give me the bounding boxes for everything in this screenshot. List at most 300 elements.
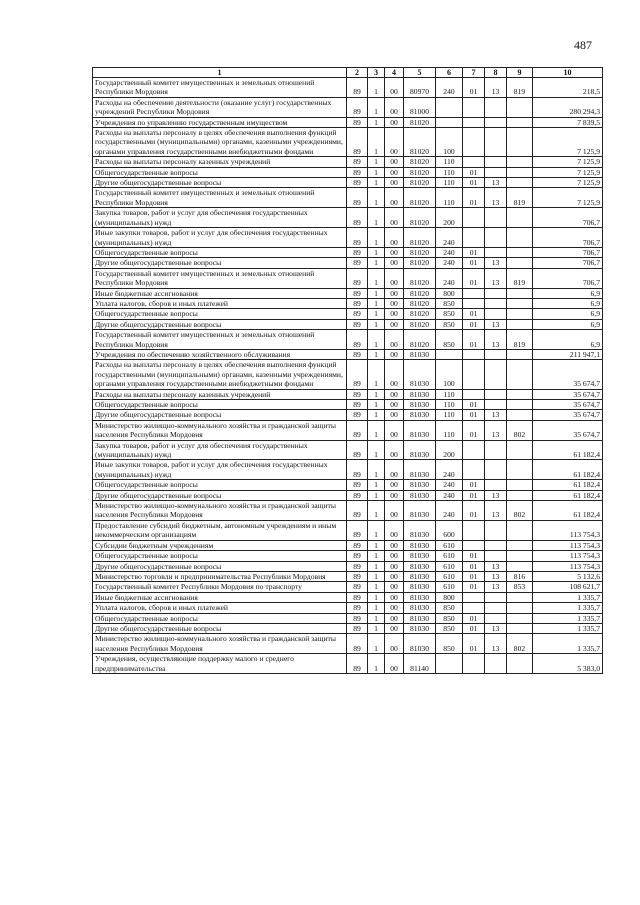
row-col9-cell bbox=[507, 551, 533, 561]
row-amount-cell: 61 182,4 bbox=[533, 440, 603, 460]
row-col5-cell: 81020 bbox=[404, 117, 436, 127]
row-col9-cell: 819 bbox=[507, 268, 533, 288]
row-col5-cell: 81020 bbox=[404, 167, 436, 177]
row-col3-cell: 1 bbox=[368, 157, 385, 167]
row-col5-cell: 81030 bbox=[404, 520, 436, 540]
row-col4-cell: 00 bbox=[385, 228, 404, 248]
row-name-cell: Уплата налогов, сборов и иных платежей bbox=[93, 298, 347, 308]
row-col4-cell: 00 bbox=[385, 460, 404, 480]
row-col7-cell: 01 bbox=[463, 571, 485, 581]
table-row bbox=[93, 319, 603, 329]
row-col3-cell: 1 bbox=[368, 623, 385, 633]
table-row bbox=[93, 157, 603, 167]
row-col7-cell: 01 bbox=[463, 420, 485, 440]
row-col8-cell bbox=[485, 228, 507, 248]
row-col7-cell: 01 bbox=[463, 309, 485, 319]
row-col4-cell: 00 bbox=[385, 654, 404, 674]
row-col8-cell bbox=[485, 97, 507, 117]
row-col4-cell: 00 bbox=[385, 490, 404, 500]
row-col3-cell: 1 bbox=[368, 208, 385, 228]
header-col-6: 6 bbox=[436, 68, 463, 78]
row-col4-cell: 00 bbox=[385, 258, 404, 268]
row-col8-cell bbox=[485, 298, 507, 308]
row-col5-cell: 81020 bbox=[404, 247, 436, 257]
row-col7-cell: 01 bbox=[463, 501, 485, 521]
row-col5-cell: 81020 bbox=[404, 157, 436, 167]
row-col7-cell: 01 bbox=[463, 613, 485, 623]
row-col5-cell: 81020 bbox=[404, 228, 436, 248]
row-col7-cell bbox=[463, 360, 485, 389]
row-col2-cell: 89 bbox=[347, 520, 368, 540]
table-row bbox=[93, 592, 603, 602]
row-name-cell: Другие общегосударственные вопросы bbox=[93, 561, 347, 571]
row-col8-cell: 13 bbox=[485, 571, 507, 581]
header-col-2: 2 bbox=[347, 68, 368, 78]
row-col2-cell: 89 bbox=[347, 298, 368, 308]
row-col2-cell: 89 bbox=[347, 268, 368, 288]
row-col2-cell: 89 bbox=[347, 571, 368, 581]
row-name-cell: Расходы на выплаты персоналу казенных учреждений bbox=[93, 157, 347, 167]
row-name-cell: Общегосударственные вопросы bbox=[93, 309, 347, 319]
row-col8-cell: 13 bbox=[485, 582, 507, 592]
row-col5-cell: 81140 bbox=[404, 654, 436, 674]
table-row bbox=[93, 613, 603, 623]
row-col2-cell: 89 bbox=[347, 603, 368, 613]
row-col8-cell bbox=[485, 247, 507, 257]
row-amount-cell: 1 335,7 bbox=[533, 634, 603, 654]
row-col8-cell bbox=[485, 288, 507, 298]
row-col3-cell: 1 bbox=[368, 501, 385, 521]
row-col4-cell: 00 bbox=[385, 634, 404, 654]
row-col2-cell: 89 bbox=[347, 309, 368, 319]
row-col3-cell: 1 bbox=[368, 258, 385, 268]
row-col5-cell: 81020 bbox=[404, 128, 436, 157]
row-col7-cell bbox=[463, 298, 485, 308]
row-amount-cell: 7 125,9 bbox=[533, 157, 603, 167]
row-col2-cell: 89 bbox=[347, 551, 368, 561]
row-name-cell: Закупка товаров, работ и услуг для обеспечения государственных (муниципальных) нужд bbox=[93, 440, 347, 460]
row-col6-cell: 850 bbox=[436, 603, 463, 613]
row-amount-cell: 35 674,7 bbox=[533, 389, 603, 399]
row-col5-cell: 81030 bbox=[404, 410, 436, 420]
row-col4-cell: 00 bbox=[385, 410, 404, 420]
row-col7-cell: 01 bbox=[463, 561, 485, 571]
row-col6-cell: 240 bbox=[436, 258, 463, 268]
row-col6-cell: 850 bbox=[436, 319, 463, 329]
row-name-cell: Закупка товаров, работ и услуг для обеспечения государственных (муниципальных) нужд bbox=[93, 208, 347, 228]
table-row bbox=[93, 78, 603, 98]
row-col7-cell: 01 bbox=[463, 268, 485, 288]
row-col4-cell: 00 bbox=[385, 298, 404, 308]
row-col8-cell: 13 bbox=[485, 490, 507, 500]
row-col7-cell bbox=[463, 440, 485, 460]
row-name-cell: Другие общегосударственные вопросы bbox=[93, 258, 347, 268]
row-name-cell: Другие общегосударственные вопросы bbox=[93, 410, 347, 420]
table-header bbox=[93, 68, 603, 78]
row-amount-cell: 7 839,5 bbox=[533, 117, 603, 127]
row-col9-cell bbox=[507, 410, 533, 420]
row-amount-cell: 113 754,3 bbox=[533, 540, 603, 550]
row-col7-cell bbox=[463, 208, 485, 228]
row-col9-cell bbox=[507, 258, 533, 268]
row-amount-cell: 5 132,6 bbox=[533, 571, 603, 581]
row-col3-cell: 1 bbox=[368, 520, 385, 540]
row-col2-cell: 89 bbox=[347, 360, 368, 389]
row-col2-cell: 89 bbox=[347, 288, 368, 298]
table-row bbox=[93, 188, 603, 208]
row-col3-cell: 1 bbox=[368, 288, 385, 298]
row-col6-cell: 610 bbox=[436, 540, 463, 550]
table-row bbox=[93, 117, 603, 127]
row-col6-cell: 110 bbox=[436, 167, 463, 177]
header-col-7: 7 bbox=[463, 68, 485, 78]
row-col8-cell bbox=[485, 389, 507, 399]
row-col4-cell: 00 bbox=[385, 501, 404, 521]
header-col-8: 8 bbox=[485, 68, 507, 78]
table-row bbox=[93, 247, 603, 257]
row-name-cell: Другие общегосударственные вопросы bbox=[93, 319, 347, 329]
row-col8-cell: 13 bbox=[485, 178, 507, 188]
header-col-1: 1 bbox=[93, 68, 347, 78]
row-col8-cell bbox=[485, 592, 507, 602]
row-col6-cell: 200 bbox=[436, 440, 463, 460]
row-col5-cell: 81030 bbox=[404, 613, 436, 623]
table-row bbox=[93, 268, 603, 288]
row-col2-cell: 89 bbox=[347, 319, 368, 329]
row-amount-cell: 35 674,7 bbox=[533, 420, 603, 440]
row-col6-cell: 240 bbox=[436, 460, 463, 480]
row-name-cell: Другие общегосударственные вопросы bbox=[93, 623, 347, 633]
row-col7-cell: 01 bbox=[463, 634, 485, 654]
row-col5-cell: 81020 bbox=[404, 288, 436, 298]
row-amount-cell: 1 335,7 bbox=[533, 603, 603, 613]
row-col8-cell: 13 bbox=[485, 258, 507, 268]
row-col2-cell: 89 bbox=[347, 78, 368, 98]
row-name-cell: Министерство торговли и предпринимательства Республики Мордовия bbox=[93, 571, 347, 581]
row-col9-cell bbox=[507, 157, 533, 167]
row-col8-cell: 13 bbox=[485, 188, 507, 208]
row-col7-cell bbox=[463, 228, 485, 248]
row-col9-cell bbox=[507, 613, 533, 623]
row-col6-cell bbox=[436, 654, 463, 674]
row-col5-cell: 81020 bbox=[404, 268, 436, 288]
row-col3-cell: 1 bbox=[368, 613, 385, 623]
row-col2-cell: 89 bbox=[347, 389, 368, 399]
row-col2-cell: 89 bbox=[347, 128, 368, 157]
table-row bbox=[93, 400, 603, 410]
row-col4-cell: 00 bbox=[385, 117, 404, 127]
row-amount-cell: 5 383,0 bbox=[533, 654, 603, 674]
row-col3-cell: 1 bbox=[368, 360, 385, 389]
row-amount-cell: 1 335,7 bbox=[533, 613, 603, 623]
row-amount-cell: 1 335,7 bbox=[533, 623, 603, 633]
row-col9-cell bbox=[507, 360, 533, 389]
row-col9-cell: 819 bbox=[507, 188, 533, 208]
row-col9-cell bbox=[507, 208, 533, 228]
row-name-cell: Общегосударственные вопросы bbox=[93, 167, 347, 177]
row-col5-cell: 81020 bbox=[404, 258, 436, 268]
row-col9-cell bbox=[507, 349, 533, 359]
row-name-cell: Общегосударственные вопросы bbox=[93, 613, 347, 623]
row-col9-cell: 819 bbox=[507, 78, 533, 98]
row-amount-cell: 113 754,3 bbox=[533, 520, 603, 540]
row-col6-cell: 100 bbox=[436, 360, 463, 389]
row-col4-cell: 00 bbox=[385, 520, 404, 540]
row-col3-cell: 1 bbox=[368, 420, 385, 440]
row-col8-cell bbox=[485, 440, 507, 460]
row-col9-cell bbox=[507, 520, 533, 540]
row-col3-cell: 1 bbox=[368, 571, 385, 581]
row-col2-cell: 89 bbox=[347, 208, 368, 228]
row-name-cell: Государственный комитет имущественных и земельных отношений Республики Мордовия bbox=[93, 188, 347, 208]
table-row bbox=[93, 420, 603, 440]
row-col6-cell: 850 bbox=[436, 623, 463, 633]
row-amount-cell: 35 674,7 bbox=[533, 400, 603, 410]
row-col2-cell: 89 bbox=[347, 188, 368, 208]
row-col6-cell: 240 bbox=[436, 490, 463, 500]
table-row bbox=[93, 561, 603, 571]
row-col4-cell: 00 bbox=[385, 309, 404, 319]
header-col-3: 3 bbox=[368, 68, 385, 78]
row-col9-cell bbox=[507, 298, 533, 308]
row-col8-cell: 13 bbox=[485, 634, 507, 654]
row-col6-cell: 240 bbox=[436, 228, 463, 248]
row-col5-cell: 81030 bbox=[404, 389, 436, 399]
row-col7-cell: 01 bbox=[463, 410, 485, 420]
row-col5-cell: 81030 bbox=[404, 460, 436, 480]
row-col5-cell: 81000 bbox=[404, 97, 436, 117]
row-amount-cell: 113 754,3 bbox=[533, 561, 603, 571]
row-col9-cell bbox=[507, 460, 533, 480]
row-col5-cell: 81030 bbox=[404, 634, 436, 654]
row-name-cell: Учреждения по обеспечению хозяйственного обслуживания bbox=[93, 349, 347, 359]
row-col6-cell: 850 bbox=[436, 613, 463, 623]
row-name-cell: Государственный комитет имущественных и земельных отношений Республики Мордовия bbox=[93, 78, 347, 98]
row-col5-cell: 81030 bbox=[404, 480, 436, 490]
row-col5-cell: 81020 bbox=[404, 298, 436, 308]
row-col4-cell: 00 bbox=[385, 389, 404, 399]
table-row bbox=[93, 582, 603, 592]
row-col2-cell: 89 bbox=[347, 460, 368, 480]
row-col4-cell: 00 bbox=[385, 571, 404, 581]
row-col8-cell bbox=[485, 360, 507, 389]
row-col3-cell: 1 bbox=[368, 128, 385, 157]
row-col2-cell: 89 bbox=[347, 480, 368, 490]
row-col4-cell: 00 bbox=[385, 188, 404, 208]
row-col3-cell: 1 bbox=[368, 188, 385, 208]
row-name-cell: Уплата налогов, сборов и иных платежей bbox=[93, 603, 347, 613]
row-col4-cell: 00 bbox=[385, 157, 404, 167]
row-col6-cell: 850 bbox=[436, 298, 463, 308]
row-name-cell: Учреждения по управлению государственным имуществом bbox=[93, 117, 347, 127]
row-col2-cell: 89 bbox=[347, 117, 368, 127]
row-col9-cell: 802 bbox=[507, 634, 533, 654]
table-row bbox=[93, 490, 603, 500]
row-col5-cell: 81030 bbox=[404, 440, 436, 460]
row-col9-cell bbox=[507, 592, 533, 602]
row-col2-cell: 89 bbox=[347, 582, 368, 592]
row-col3-cell: 1 bbox=[368, 298, 385, 308]
row-col4-cell: 00 bbox=[385, 582, 404, 592]
row-amount-cell: 280 294,3 bbox=[533, 97, 603, 117]
row-col9-cell: 802 bbox=[507, 420, 533, 440]
row-col8-cell: 13 bbox=[485, 501, 507, 521]
table-row bbox=[93, 623, 603, 633]
row-col9-cell bbox=[507, 288, 533, 298]
row-name-cell: Министерство жилищно-коммунального хозяйства и гражданской защиты населения Республики Мордовия bbox=[93, 420, 347, 440]
row-col7-cell: 01 bbox=[463, 490, 485, 500]
row-col7-cell: 01 bbox=[463, 480, 485, 490]
row-col9-cell bbox=[507, 167, 533, 177]
row-col6-cell: 800 bbox=[436, 592, 463, 602]
row-amount-cell: 35 674,7 bbox=[533, 410, 603, 420]
row-col2-cell: 89 bbox=[347, 420, 368, 440]
row-amount-cell: 7 125,9 bbox=[533, 178, 603, 188]
row-amount-cell: 706,7 bbox=[533, 247, 603, 257]
row-col8-cell bbox=[485, 117, 507, 127]
row-col8-cell bbox=[485, 654, 507, 674]
row-col4-cell: 00 bbox=[385, 551, 404, 561]
table-row bbox=[93, 360, 603, 389]
row-col5-cell: 81020 bbox=[404, 309, 436, 319]
row-col7-cell bbox=[463, 460, 485, 480]
row-col7-cell: 01 bbox=[463, 319, 485, 329]
row-col4-cell: 00 bbox=[385, 247, 404, 257]
row-col7-cell bbox=[463, 603, 485, 613]
row-amount-cell: 1 335,7 bbox=[533, 592, 603, 602]
row-col2-cell: 89 bbox=[347, 349, 368, 359]
header-col-9: 9 bbox=[507, 68, 533, 78]
row-col7-cell: 01 bbox=[463, 400, 485, 410]
row-col9-cell: 816 bbox=[507, 571, 533, 581]
table-row bbox=[93, 258, 603, 268]
row-name-cell: Иные бюджетные ассигнования bbox=[93, 288, 347, 298]
row-col7-cell bbox=[463, 157, 485, 167]
row-col4-cell: 00 bbox=[385, 360, 404, 389]
row-col4-cell: 00 bbox=[385, 349, 404, 359]
row-col2-cell: 89 bbox=[347, 228, 368, 248]
row-col9-cell bbox=[507, 319, 533, 329]
row-col5-cell: 81030 bbox=[404, 490, 436, 500]
row-col2-cell: 89 bbox=[347, 613, 368, 623]
row-name-cell: Расходы на выплаты персоналу в целях обеспечения выполнения функций государственными (муниципальными) органами, казенными учреждениями, органами управления государственными внебюджетными фондами bbox=[93, 360, 347, 389]
row-col3-cell: 1 bbox=[368, 460, 385, 480]
row-col4-cell: 00 bbox=[385, 78, 404, 98]
row-col9-cell bbox=[507, 97, 533, 117]
row-col4-cell: 00 bbox=[385, 208, 404, 228]
row-col9-cell bbox=[507, 309, 533, 319]
row-col4-cell: 00 bbox=[385, 440, 404, 460]
row-col6-cell: 110 bbox=[436, 400, 463, 410]
row-col3-cell: 1 bbox=[368, 247, 385, 257]
row-col8-cell bbox=[485, 613, 507, 623]
row-col3-cell: 1 bbox=[368, 490, 385, 500]
row-amount-cell: 6,9 bbox=[533, 309, 603, 319]
row-col2-cell: 89 bbox=[347, 540, 368, 550]
row-name-cell: Иные закупки товаров, работ и услуг для обеспечения государственных (муниципальных) нужд bbox=[93, 460, 347, 480]
row-col6-cell: 240 bbox=[436, 480, 463, 490]
row-col4-cell: 00 bbox=[385, 480, 404, 490]
row-amount-cell: 35 674,7 bbox=[533, 360, 603, 389]
row-col4-cell: 00 bbox=[385, 613, 404, 623]
row-col2-cell: 89 bbox=[347, 247, 368, 257]
row-col2-cell: 89 bbox=[347, 258, 368, 268]
row-col9-cell bbox=[507, 117, 533, 127]
row-col2-cell: 89 bbox=[347, 634, 368, 654]
row-amount-cell: 6,9 bbox=[533, 288, 603, 298]
row-col3-cell: 1 bbox=[368, 592, 385, 602]
budget-table bbox=[92, 67, 603, 674]
row-col3-cell: 1 bbox=[368, 634, 385, 654]
row-col5-cell: 81030 bbox=[404, 349, 436, 359]
table-row bbox=[93, 309, 603, 319]
row-col5-cell: 81030 bbox=[404, 540, 436, 550]
row-amount-cell: 218,5 bbox=[533, 78, 603, 98]
row-name-cell: Другие общегосударственные вопросы bbox=[93, 178, 347, 188]
row-name-cell: Учреждения, осуществляющие поддержку малого и среднего предпринимательства bbox=[93, 654, 347, 674]
table-row bbox=[93, 540, 603, 550]
row-col7-cell bbox=[463, 654, 485, 674]
row-col2-cell: 89 bbox=[347, 167, 368, 177]
row-name-cell: Министерство жилищно-коммунального хозяйства и гражданской защиты населения Республики Мордовия bbox=[93, 501, 347, 521]
row-col6-cell: 610 bbox=[436, 561, 463, 571]
row-amount-cell: 706,7 bbox=[533, 258, 603, 268]
row-col7-cell bbox=[463, 288, 485, 298]
row-col3-cell: 1 bbox=[368, 268, 385, 288]
header-row bbox=[93, 68, 603, 78]
row-col8-cell bbox=[485, 349, 507, 359]
row-col3-cell: 1 bbox=[368, 309, 385, 319]
row-col4-cell: 00 bbox=[385, 540, 404, 550]
row-col8-cell bbox=[485, 208, 507, 228]
row-col6-cell: 110 bbox=[436, 410, 463, 420]
row-name-cell: Расходы на выплаты персоналу в целях обеспечения выполнения функций государственными (муниципальными) органами, казенными учреждениями, органами управления государственными внебюджетными фондами bbox=[93, 128, 347, 157]
row-amount-cell: 61 182,4 bbox=[533, 460, 603, 480]
row-col6-cell: 600 bbox=[436, 520, 463, 540]
table-row bbox=[93, 520, 603, 540]
row-col8-cell: 13 bbox=[485, 410, 507, 420]
row-col6-cell: 110 bbox=[436, 157, 463, 167]
table-body bbox=[93, 78, 603, 674]
row-name-cell: Общегосударственные вопросы bbox=[93, 551, 347, 561]
table-row bbox=[93, 178, 603, 188]
row-col4-cell: 00 bbox=[385, 623, 404, 633]
row-col4-cell: 00 bbox=[385, 268, 404, 288]
row-col6-cell: 110 bbox=[436, 188, 463, 208]
row-col2-cell: 89 bbox=[347, 330, 368, 350]
row-col3-cell: 1 bbox=[368, 319, 385, 329]
row-col7-cell bbox=[463, 540, 485, 550]
row-col9-cell: 819 bbox=[507, 330, 533, 350]
row-col6-cell: 610 bbox=[436, 571, 463, 581]
row-col9-cell bbox=[507, 128, 533, 157]
row-amount-cell: 706,7 bbox=[533, 268, 603, 288]
table-row bbox=[93, 389, 603, 399]
row-col3-cell: 1 bbox=[368, 582, 385, 592]
row-col6-cell bbox=[436, 97, 463, 117]
row-col4-cell: 00 bbox=[385, 97, 404, 117]
row-name-cell: Субсидии бюджетным учреждениям bbox=[93, 540, 347, 550]
row-col6-cell: 240 bbox=[436, 78, 463, 98]
row-name-cell: Иные бюджетные ассигнования bbox=[93, 592, 347, 602]
table-row bbox=[93, 551, 603, 561]
row-col3-cell: 1 bbox=[368, 78, 385, 98]
row-col3-cell: 1 bbox=[368, 97, 385, 117]
row-col4-cell: 00 bbox=[385, 319, 404, 329]
row-col7-cell bbox=[463, 117, 485, 127]
row-amount-cell: 113 754,3 bbox=[533, 551, 603, 561]
row-col8-cell: 13 bbox=[485, 78, 507, 98]
